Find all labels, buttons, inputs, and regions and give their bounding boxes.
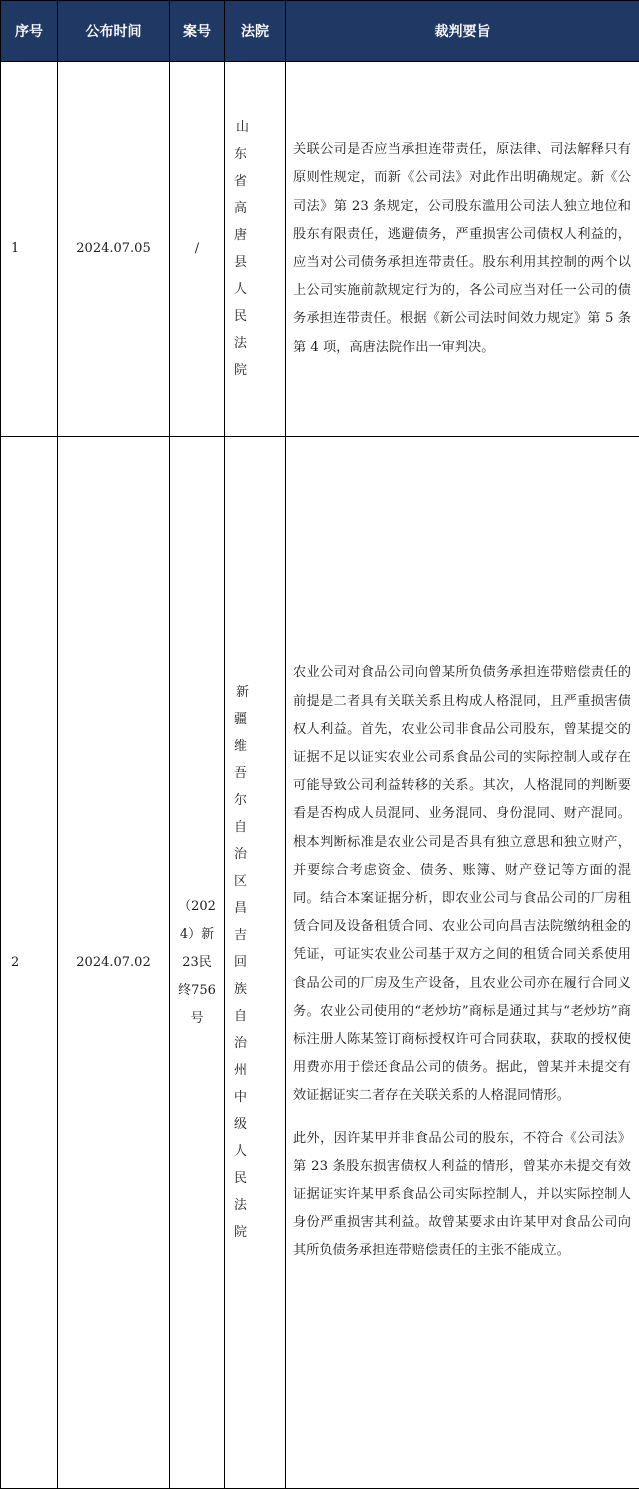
row-case-no: / [170, 62, 225, 437]
summary-paragraph: 关联公司是否应当承担连带责任，原法律、司法解释只有原则性规定，而新《公司法》对此作出明确规定。新《公司法》第 23 条规定，公司股东滥用公司法人独立地位和股东有限责任，逃避债务，严重损害公司债权人利益的，应当对公司债务承担连带责任。股东利用其控制的两个以上公司实施前款规定行为的，各公司应当对任一公司的债务承担连带责任。根据《新公司法时间效力规定》第 5 条第 4 项，高唐法院作出一审判决。 [293, 136, 631, 362]
row-court: 山东省高唐县人民法院 [234, 114, 276, 384]
row-date: 2024.07.05 [58, 62, 170, 437]
header-summary: 裁判要旨 [286, 1, 639, 62]
row-case-no: （2024）新23民终756号 [170, 437, 225, 1489]
header-court: 法院 [225, 1, 286, 62]
row-summary [286, 62, 639, 437]
row-court-cell [225, 62, 286, 437]
table-row [1, 437, 639, 1489]
row-date: 2024.07.02 [58, 437, 170, 1489]
summary-paragraph: 农业公司对食品公司向曾某所负债务承担连带赔偿责任的前提是二者具有关联关系且构成人格混同，且严重损害债权人利益。首先，农业公司非食品公司股东，曾某提交的证据不足以证实农业公司系食品公司的实际控制人或存在可能导致公司利益转移的关系。其次，人格混同的判断要看是否构成人员混同、业务混同、身份混同、财产混同。根本判断标准是农业公司是否具有独立意思和独立财产，并要综合考虑资金、债务、账簿、财产登记等方面的混同。结合本案证据分析，即农业公司与食品公司的厂房租赁合同及设备租赁合同、农业公司向昌吉法院缴纳租金的凭证，可证实农业公司基于双方之间的租赁合同关系使用食品公司的厂房及生产设备，且农业公司亦在履行合同义务。农业公司使用的“老炒坊”商标是通过其与“老炒坊”商标注册人陈某签订商标授权许可合同获取，获取的授权使用费亦用于偿还食品公司的债务。据此，曾某并未提交有效证据证实二者存在关联关系的人格混同情形。 [293, 659, 631, 1110]
row-seq: 1 [1, 62, 58, 437]
header-date: 公布时间 [58, 1, 170, 62]
table-row [1, 62, 639, 437]
summary-paragraph: 此外，因许某甲并非食品公司的股东，不符合《公司法》第 23 条股东损害债权人利益的情形，曾某亦未提交有效证据证实许某甲系食品公司实际控制人，并以实际控制人身份严重损害其利益。故曾某要求由许某甲对食品公司向其所负债务承担连带赔偿责任的主张不能成立。 [293, 1125, 631, 1266]
row-court: 新疆维吾尔自治区昌吉回族自治州中级人民法院 [234, 679, 276, 1246]
row-summary [286, 437, 639, 1489]
table-header-row [1, 1, 639, 62]
row-seq: 2 [1, 437, 58, 1489]
header-seq: 序号 [1, 1, 58, 62]
row-court-cell [225, 437, 286, 1489]
header-case-no: 案号 [170, 1, 225, 62]
